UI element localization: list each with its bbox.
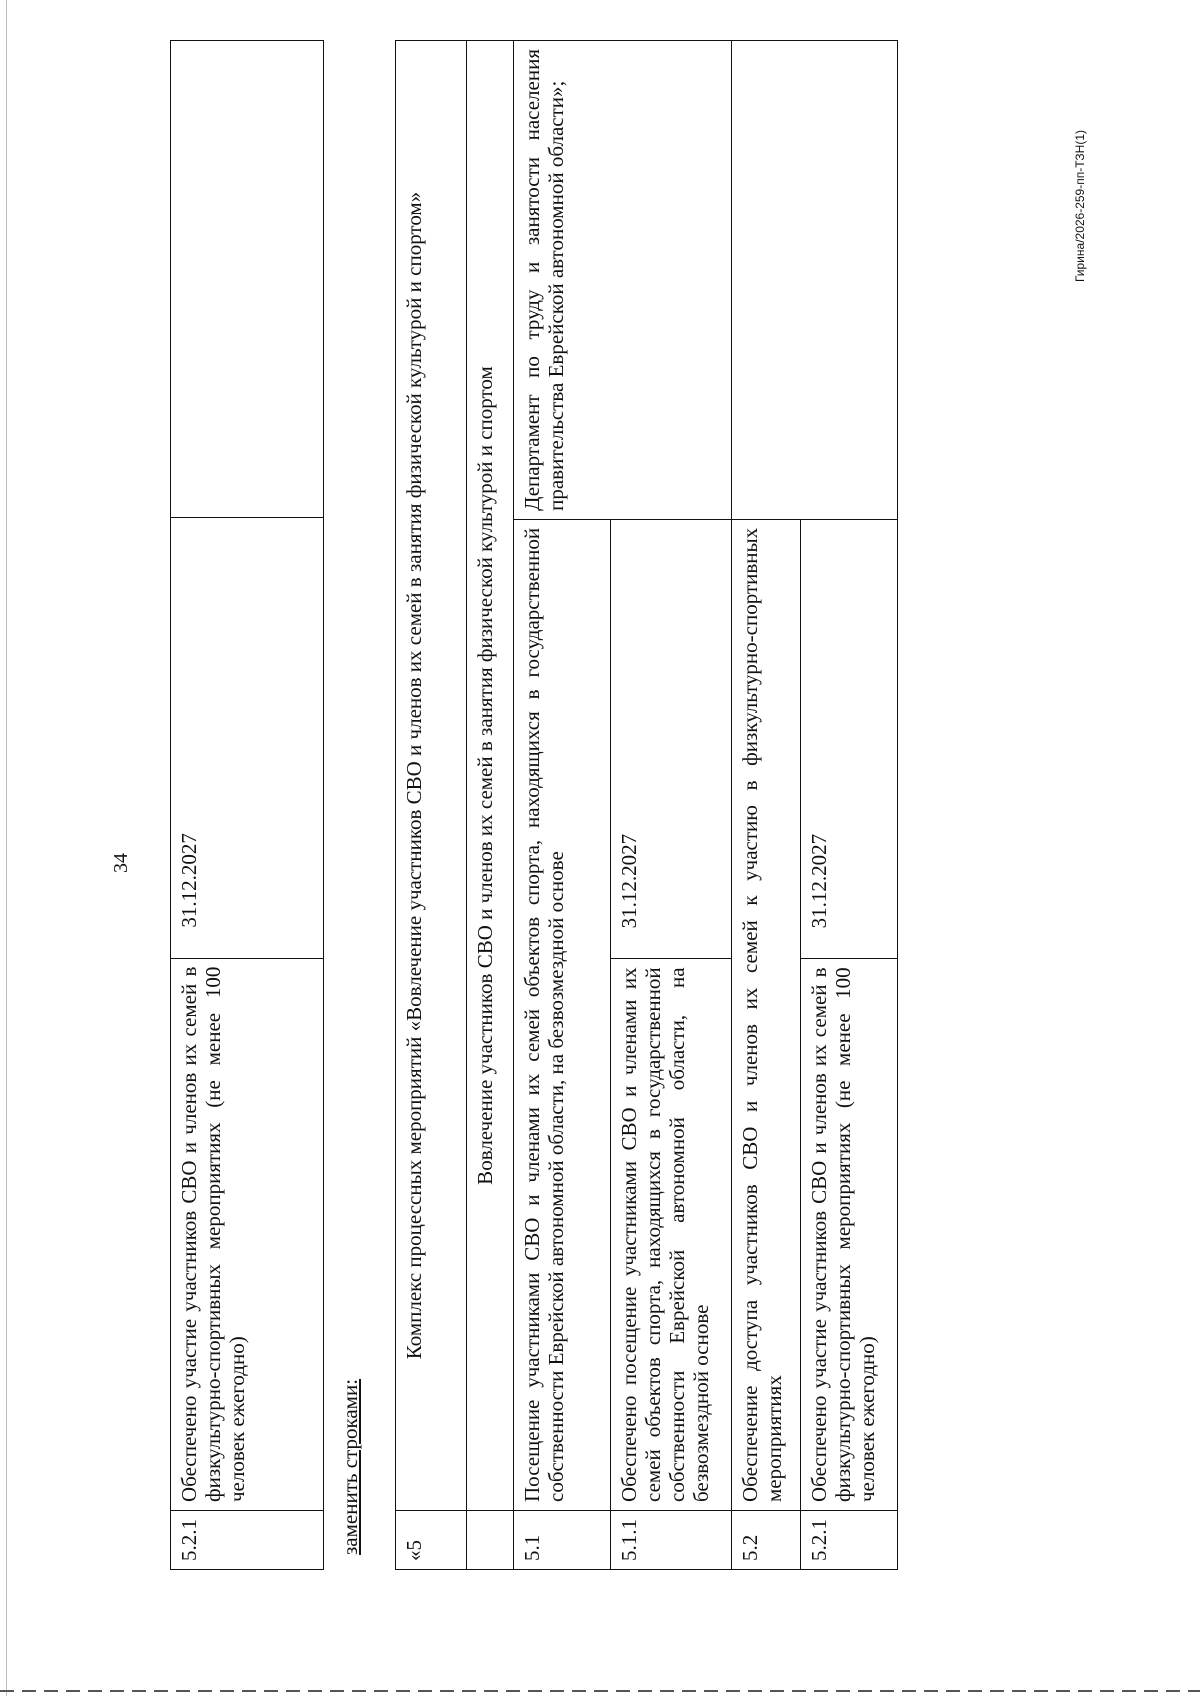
row-text: Обеспечено посещение участниками СВО и членами их семей объектов спорта, находящихся в государственной собственности Еврейской автономной области, на безвозмездной основе	[611, 959, 732, 1511]
row-responsible-empty	[732, 41, 898, 520]
table-row	[467, 41, 514, 1570]
table-row	[732, 41, 801, 1570]
row-text: Посещение участниками СВО и членами их семей объектов спорта, находящихся в государственной собственности Еврейской автономной области, на безвозмездной основе	[514, 519, 611, 1510]
previous-table-fragment	[170, 40, 324, 1570]
table-row	[171, 41, 324, 1570]
replacement-table	[395, 40, 898, 1570]
row-number: 5.1.1	[611, 1511, 732, 1570]
table-row	[514, 41, 611, 1570]
row-text: Обеспечено участие участников СВО и членов их семей в физкультурно-спортивных мероприятиях (не менее 100 человек ежегодно)	[171, 958, 324, 1510]
table-row	[396, 41, 467, 1570]
row-number: 5.2.1	[171, 1511, 324, 1570]
row-date: 31.12.2027	[801, 519, 898, 959]
replace-label: заменить строками:	[338, 1378, 362, 1555]
complex-title: Комплекс процессных мероприятий «Вовлечение участников СВО и членов их семей в занятия физической культурой и спортом»	[396, 41, 467, 1511]
row-text: Обеспечение доступа участников СВО и членов их семей к участию в физкультурно-спортивных мероприятиях	[732, 519, 801, 1510]
row-number: 5.1	[514, 1511, 611, 1570]
row-date: 31.12.2027	[611, 519, 732, 959]
page-number: 34	[110, 853, 132, 873]
footer-code: Гирина/2026-259-пп-ТЗН(1)	[1073, 130, 1087, 283]
task-title: Вовлечение участников СВО и членов их семей в занятия физической культурой и спортом	[467, 41, 514, 1511]
complex-number: «5	[396, 1511, 467, 1570]
row-number: 5.2.1	[801, 1511, 898, 1570]
row-number: 5.2	[732, 1511, 801, 1570]
row-responsible	[171, 41, 324, 518]
row-date: 31.12.2027	[171, 518, 324, 958]
row-text: Обеспечено участие участников СВО и членов их семей в физкультурно-спортивных мероприятиях (не менее 100 человек ежегодно)	[801, 959, 898, 1511]
empty-number-cell	[467, 1511, 514, 1570]
row-responsible: Департамент по труду и занятости населения правительства Еврейской автономной области»;	[514, 41, 732, 520]
